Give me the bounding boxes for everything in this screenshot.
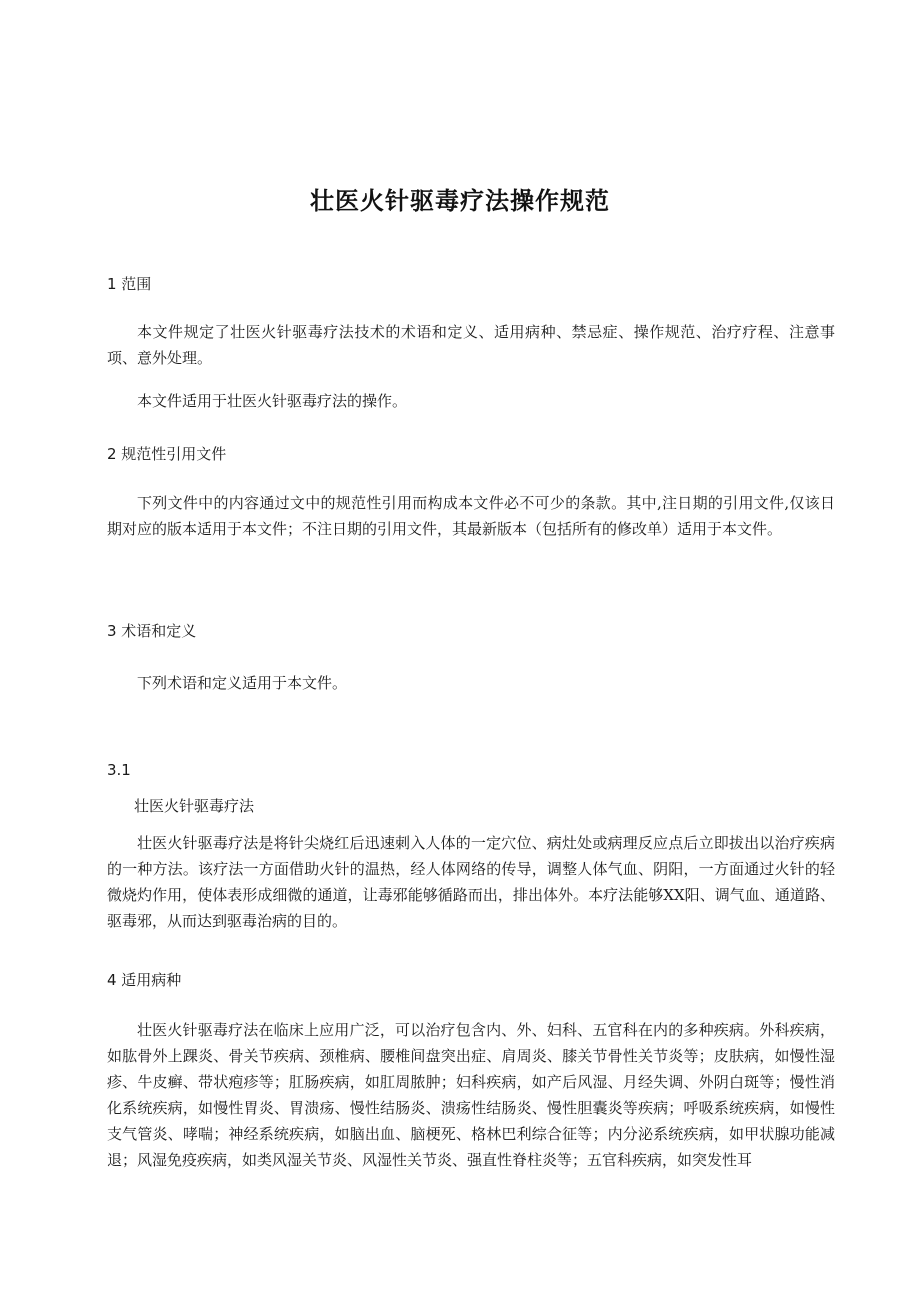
paragraph: 壮医火针驱毒疗法在临床上应用广泛，可以治疗包含内、外、妇科、五官科在内的多种疾病。外科疾病，如肱骨外上踝炎、骨关节疾病、颈椎病、腰椎间盘突出症、肩周炎、膝关节骨性关节炎等；皮肤病，如慢性湿疹、牛皮癣、带状疱疹等；肛肠疾病，如肛周脓肿；妇科疾病，如产后风湿、月经失调、外阴白斑等；慢性消化系统疾病，如慢性胃炎、胃溃疡、慢性结肠炎、溃疡性结肠炎、慢性胆囊炎等疾病；呼吸系统疾病，如慢性支气管炎、哮喘；神经系统疾病，如脑出血、脑梗死、格林巴利综合征等；内分泌系统疾病，如甲状腺功能减退；风湿免疫疾病，如类风湿关节炎、风湿性关节炎、强直性脊柱炎等；五官科疾病，如突发性耳 [107,1021,835,1169]
section-heading-terms-definitions: 3 术语和定义 [107,622,197,640]
section-heading-scope: 1 范围 [107,275,152,293]
paragraph: 本文件适用于壮医火针驱毒疗法的操作。 [137,392,408,410]
section-heading-applicable-diseases: 4 适用病种 [107,971,182,989]
paragraph: 壮医火针驱毒疗法是将针尖烧红后迅速刺入人体的一定穴位、病灶处或病理反应点后立即拔出以治疗疾病的一种方法。该疗法一方面借助火针的温热，经人体网络的传导，调整人体气血、阴阳，一方面通过火针的轻微烧灼作用，使体表形成细微的通道，让毒邪能够循路而出，排出体外。本疗法能够XX阳、调气血、通道路、驱毒邪，从而达到驱毒治病的目的。 [107,834,835,930]
section-heading-normative-references: 2 规范性引用文件 [107,445,227,463]
subsection-number: 3.1 [107,761,131,779]
paragraph: 本文件规定了壮医火针驱毒疗法技术的术语和定义、适用病种、禁忌症、操作规范、治疗疗程、注意事项、意外处理。 [107,323,835,367]
paragraph: 下列术语和定义适用于本文件。 [137,674,348,692]
document-title: 壮医火针驱毒疗法操作规范 [310,187,610,215]
term-name: 壮医火针驱毒疗法 [134,797,255,815]
paragraph: 下列文件中的内容通过文中的规范性引用而构成本文件必不可少的条款。其中,注日期的引用文件,仅该日期对应的版本适用于本文件；不注日期的引用文件，其最新版本（包括所有的修改单）适用于本文件。 [107,494,835,538]
